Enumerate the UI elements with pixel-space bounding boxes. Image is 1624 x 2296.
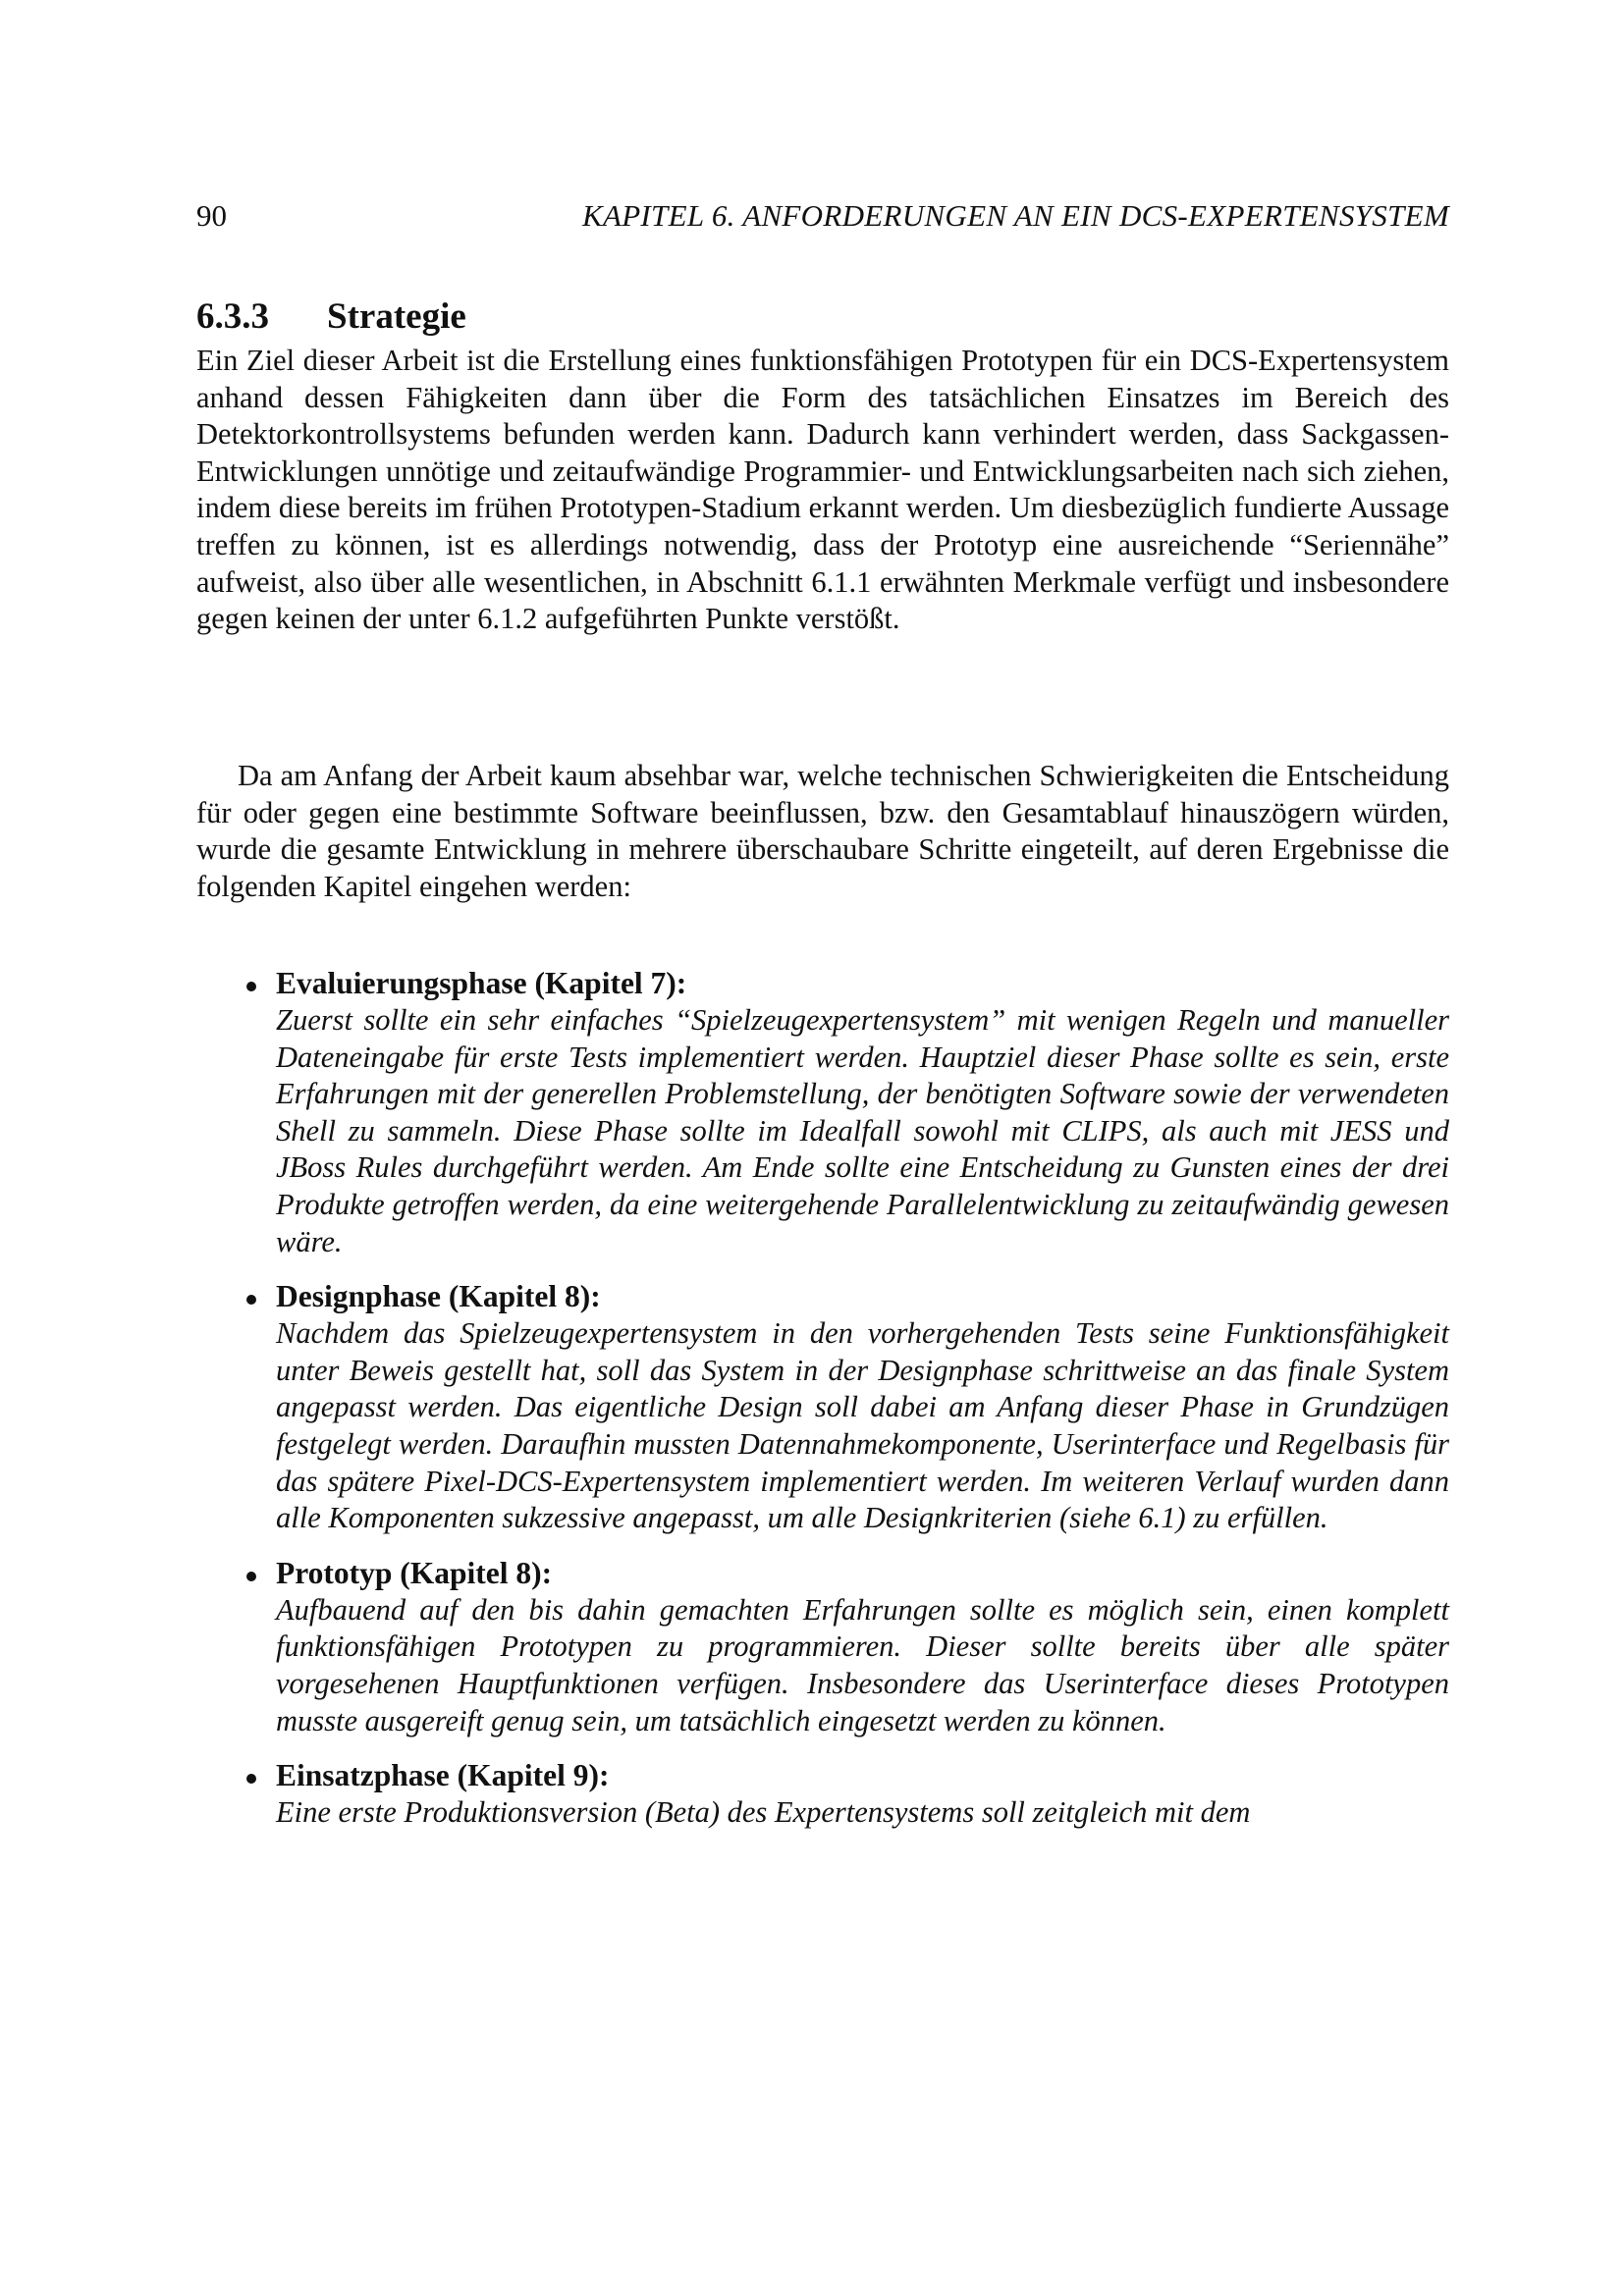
phase-description: Zuerst sollte ein sehr einfaches “Spielzeugexpertensystem” mit wenigen Regeln und manueller Dateneingabe für erste Tests implementiert werden. Hauptziel dieser Phase sollte es sein, erste Erfahrungen mit der generellen Problemstellung, der benötigten Software sowie der verwendeten Shell zu sammeln. Diese Phase sollte im Idealfall sowohl mit CLIPS, als auch mit JESS und JBoss Rules durchgeführt werden. Am Ende sollte eine Entscheidung zu Gunsten eines der drei Produkte getroffen werden, da eine weitergehende Parallelentwicklung zu zeitaufwändig gewesen wäre. [276, 1003, 1449, 1258]
section-title: Strategie [327, 296, 466, 337]
page-number: 90 [196, 198, 227, 233]
running-header [196, 196, 1449, 236]
phase-title: Einsatzphase (Kapitel 9): [276, 1758, 610, 1793]
chapter-title: KAPITEL 6. ANFORDERUNGEN AN EIN DCS-EXPERTENSYSTEM [581, 198, 1449, 233]
phase-title: Evaluierungsphase (Kapitel 7): [276, 966, 687, 1000]
paragraph-intro: Ein Ziel dieser Arbeit ist die Erstellung eines funktionsfähigen Prototypen für ein DCS-Expertensystem anhand dessen Fähigkeiten dann über die Form des tatsächlichen Einsatzes im Bereich des Detektorkontrollsystems befunden werden kann. Dadurch kann verhindert werden, dass Sackgassen-Entwicklungen unnötige und zeitaufwändige Programmier- und Entwicklungsarbeiten nach sich ziehen, indem diese bereits im frühen Prototypen-Stadium erkannt werden. Um diesbezüglich fundierte Aussage treffen zu können, ist es allerdings notwendig, dass der Prototyp eine ausreichende “Seriennähe” aufweist, also über alle wesentlichen, in Abschnitt 6.1.1 erwähnten Merkmale verfügt und insbesondere gegen keinen der unter 6.1.2 aufgeführten Punkte verstößt. [196, 344, 1449, 636]
bullet-icon [246, 982, 256, 991]
phase-title: Prototyp (Kapitel 8): [276, 1555, 553, 1590]
list-item-deployment-phase [196, 1757, 1449, 1832]
phase-description: Nachdem das Spielzeugexpertensystem in den vorhergehenden Tests seine Funktionsfähigkeit unter Beweis gestellt hat, soll das System in der Designphase schrittweise an das finale System angepasst werden. Das eigentliche Design soll dabei am Anfang dieser Phase in Grundzügen festgelegt werden. Daraufhin mussten Datennahmekomponente, Userinterface und Regelbasis für das spätere Pixel-DCS-Expertensystem implementiert werden. Im weiteren Verlauf wurden dann alle Komponenten sukzessive angepasst, um alle Designkriterien (siehe 6.1) zu erfüllen. [276, 1316, 1449, 1535]
phase-list [196, 965, 1449, 1849]
bullet-icon [246, 1295, 256, 1305]
phase-description: Aufbauend auf den bis dahin gemachten Erfahrungen sollte es möglich sein, einen komplett funktionsfähigen Prototypen zu programmieren. Dieser sollte bereits über alle später vorgesehenen Hauptfunktionen verfügen. Insbesondere das Userinterface dieses Prototypen musste ausgereift genug sein, um tatsächlich eingesetzt werden zu können. [276, 1592, 1449, 1737]
bullet-icon [246, 1572, 256, 1581]
section-heading [196, 293, 466, 342]
list-item-design-phase [196, 1278, 1449, 1537]
bullet-icon [246, 1774, 256, 1784]
phase-title: Designphase (Kapitel 8): [276, 1279, 601, 1314]
phase-description: Eine erste Produktionsversion (Beta) des Expertensystems soll zeitgleich mit dem [276, 1795, 1251, 1830]
list-item-prototype-phase [196, 1555, 1449, 1739]
paragraph-steps: Da am Anfang der Arbeit kaum absehbar war, welche technischen Schwierigkeiten die Entscheidung für oder gegen eine bestimmte Software beeinflussen, bzw. den Gesamtablauf hinauszögern würden, wurde die gesamte Entwicklung in mehrere überschaubare Schritte eingeteilt, auf deren Ergebnisse die folgenden Kapitel eingehen werden: [196, 759, 1449, 903]
section-number: 6.3.3 [196, 296, 269, 337]
list-item-evaluation-phase [196, 965, 1449, 1260]
